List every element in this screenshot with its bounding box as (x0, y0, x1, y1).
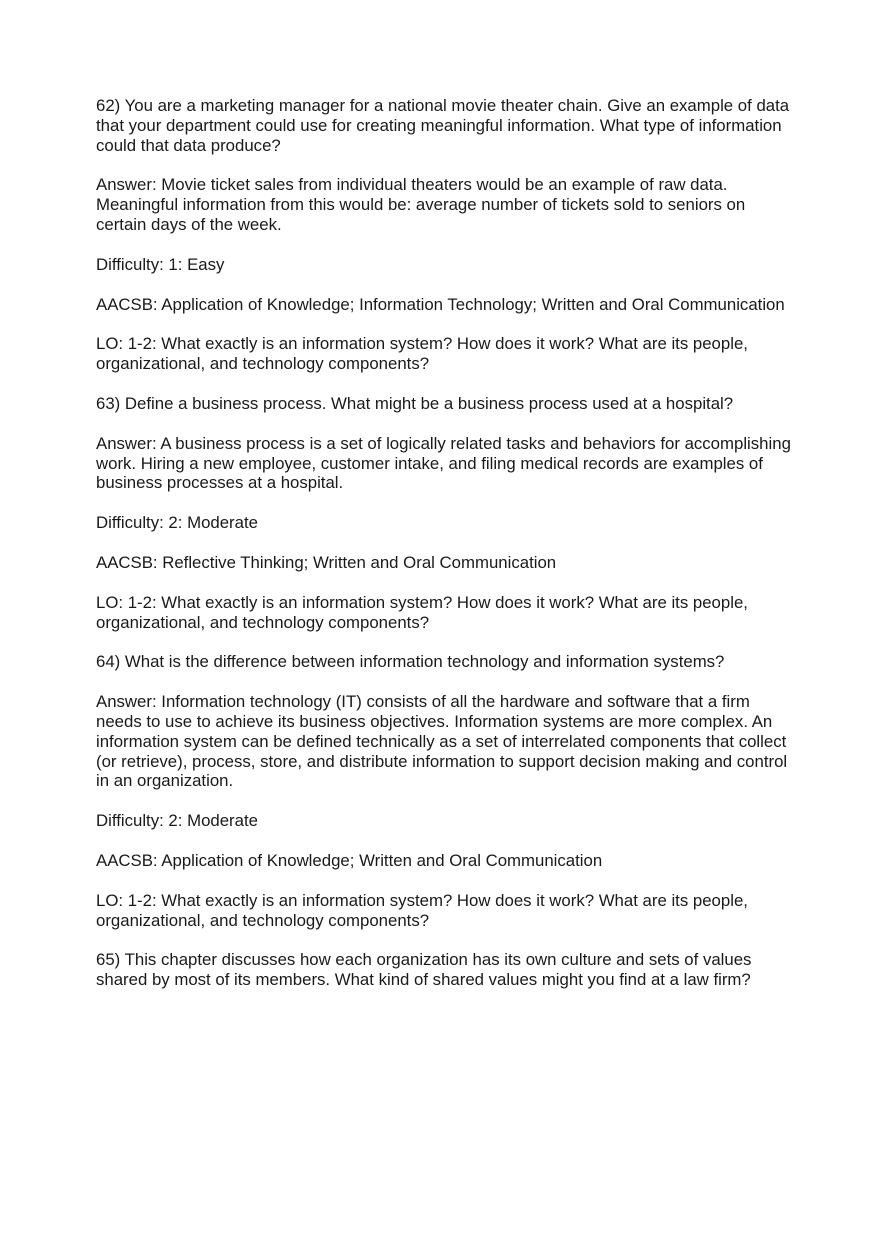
lo-64: LO: 1-2: What exactly is an information system? How does it work? What are its people, organizational, and technology components? (96, 890, 748, 930)
answer-63: Answer: A business process is a set of logically related tasks and behaviors for accomplishing work. Hiring a new employee, customer intake, and filing medical records are examples of business processes at a hospital. (96, 433, 791, 493)
difficulty-63: Difficulty: 2: Moderate (96, 513, 258, 533)
question-65: 65) This chapter discusses how each organization has its own culture and sets of values shared by most of its members. What kind of shared values might you find at a law firm? (96, 950, 752, 990)
difficulty-64: Difficulty: 2: Moderate (96, 811, 258, 831)
aacsb-63: AACSB: Reflective Thinking; Written and Oral Communication (96, 552, 557, 572)
document-page (96, 96, 796, 1010)
answer-62: Answer: Movie ticket sales from individual theaters would be an example of raw data. Meaningful information from this would be: average number of tickets sold to seniors on certain days of the week. (96, 175, 746, 234)
answer-64: Answer: Information technology (IT) consists of all the hardware and software that a firm needs to use to achieve its business objectives. Information systems are more complex. An information system can be defined technically as a set of interrelated components that collect (or retrieve), process, store, and distribute information to support decision making and control in an organization. (96, 692, 788, 791)
question-63: 63) Define a business process. What might be a business process used at a hospital? (96, 393, 734, 413)
question-64: 64) What is the difference between information technology and information systems? (96, 652, 725, 672)
lo-62: LO: 1-2: What exactly is an information system? How does it work? What are its people, organizational, and technology components? (96, 334, 748, 374)
lo-63: LO: 1-2: What exactly is an information system? How does it work? What are its people, organizational, and technology components? (96, 592, 748, 632)
question-62: 62) You are a marketing manager for a national movie theater chain. Give an example of data that your department could use for creating meaningful information. What type of information could that data produce? (96, 96, 790, 155)
aacsb-62: AACSB: Application of Knowledge; Information Technology; Written and Oral Communication (96, 294, 785, 314)
aacsb-64: AACSB: Application of Knowledge; Written and Oral Communication (96, 850, 603, 870)
difficulty-62: Difficulty: 1: Easy (96, 254, 225, 274)
